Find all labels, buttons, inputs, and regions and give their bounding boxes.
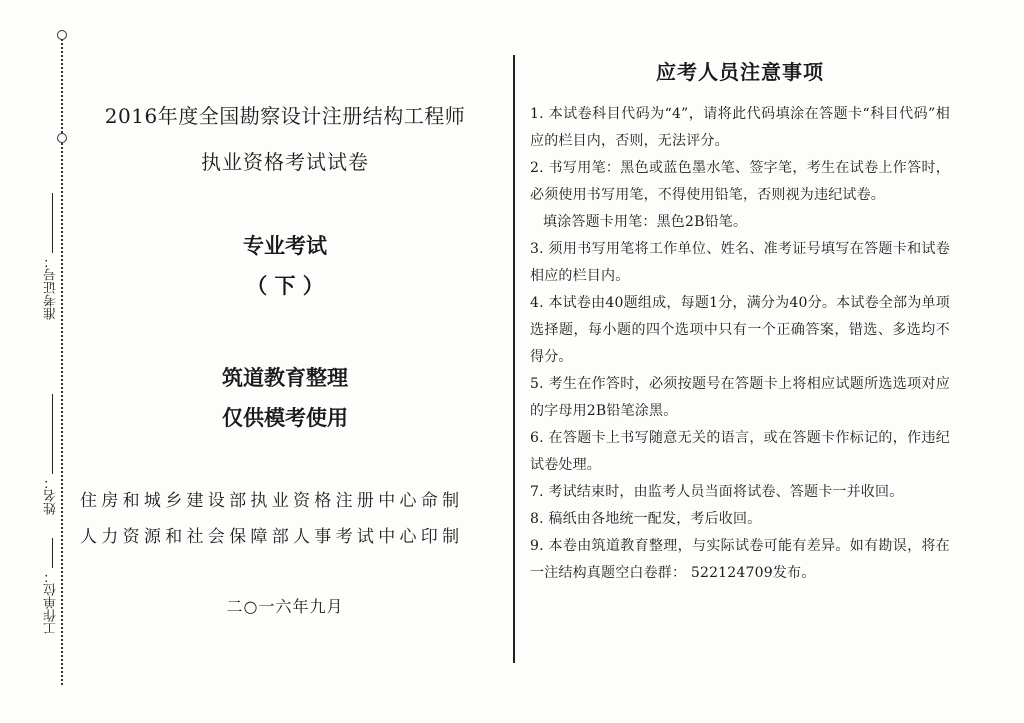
exam-title-line1: 2016年度全国勘察设计注册结构工程师 bbox=[104, 104, 466, 128]
notice-item: 4. 本试卷由40题组成，每题1分，满分为40分。本试卷全部为单项选择题，每小题的四个选项中只有一个正确答案，错选、多选均不得分。 bbox=[530, 295, 950, 365]
exam-number-blank[interactable] bbox=[52, 193, 53, 253]
exam-title-line2: 执业资格考试试卷 bbox=[201, 150, 369, 174]
issuer-line2: 人力资源和社会保障部人事考试中心印制 bbox=[80, 527, 464, 547]
binding-hole-marker bbox=[57, 30, 67, 40]
notice-item: 5. 考生在作答时，必须按题号在答题卡上将相应试题所选选项对应的字母用2B铅笔涂黑。 bbox=[530, 376, 950, 419]
name-field[interactable] bbox=[44, 375, 60, 515]
issuer-line1: 住房和城乡建设部执业资格注册中心命制 bbox=[80, 491, 464, 511]
name-blank[interactable] bbox=[52, 394, 53, 474]
exam-volume: （ 下 ） bbox=[246, 274, 324, 298]
notice-item: 1. 本试卷科目代码为“4”，请将此代码填涂在答题卡“科目代码”相应的栏目内，否则，无法评分。 bbox=[530, 106, 950, 149]
notice-page bbox=[530, 0, 950, 723]
notice-item: 8. 稿纸由各地统一配发，考后收回。 bbox=[530, 511, 762, 527]
work-unit-blank[interactable] bbox=[52, 538, 53, 568]
work-unit-label: 工作单位： bbox=[44, 570, 59, 635]
notice-list bbox=[530, 101, 950, 587]
cover-page bbox=[70, 0, 500, 723]
exam-subject: 专业考试 bbox=[243, 234, 327, 258]
notice-title: 应考人员注意事项 bbox=[656, 60, 824, 84]
organizer-line1: 筑道教育整理 bbox=[222, 366, 348, 390]
exam-date: 二○一六年九月 bbox=[226, 597, 344, 616]
notice-item: 填涂答题卡用笔：黑色2B铅笔。 bbox=[543, 214, 748, 230]
notice-item: 2. 书写用笔：黑色或蓝色墨水笔、签字笔，考生在试卷上作答时，必须使用书写用笔，不得使用铅笔，否则视为违纪试卷。 bbox=[530, 160, 950, 203]
exam-number-label: 准考证号： bbox=[44, 255, 59, 320]
exam-number-field[interactable] bbox=[44, 180, 60, 320]
notice-item: 6. 在答题卡上书写随意无关的语言，或在答题卡作标记的，作违纪试卷处理。 bbox=[530, 430, 950, 473]
notice-item: 9. 本卷由筑道教育整理，与实际试卷可能有差异。如有勘误，将在一注结构真题空白卷群： 522124709发布。 bbox=[530, 538, 950, 581]
organizer-line2: 仅供模考使用 bbox=[222, 406, 348, 430]
notice-item: 7. 考试结束时，由监考人员当面将试卷、答题卡一并收回。 bbox=[530, 484, 904, 500]
work-unit-field[interactable] bbox=[44, 525, 60, 635]
name-label: 姓名： bbox=[44, 476, 59, 515]
binding-cut-line bbox=[61, 30, 63, 685]
page-divider bbox=[513, 55, 515, 663]
notice-item: 3. 须用书写用笔将工作单位、姓名、准考证号填写在答题卡和试卷相应的栏目内。 bbox=[530, 241, 950, 284]
binding-hole-marker bbox=[57, 133, 67, 143]
